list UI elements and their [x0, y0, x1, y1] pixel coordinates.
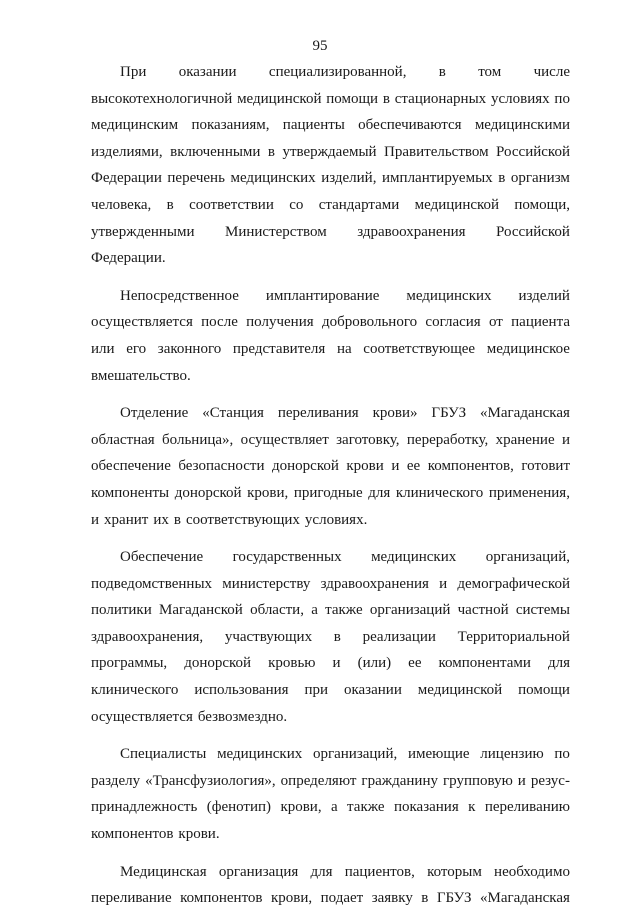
word: государственных [232, 549, 342, 566]
word: организаций, [312, 746, 398, 763]
word: осуществляет [240, 431, 329, 448]
word: Непосредственное [120, 287, 239, 304]
word: медицинской [414, 196, 500, 213]
word: согласия [425, 314, 481, 331]
word: помощи [326, 90, 379, 107]
word: донорской [184, 655, 252, 672]
word: крови, [280, 799, 322, 816]
word: высокотехнологичной [91, 90, 233, 107]
word: Федерации [91, 170, 162, 187]
word: включенными [170, 143, 261, 160]
text-line [91, 885, 570, 912]
word: а [311, 602, 318, 619]
paragraph [91, 741, 570, 847]
text-line [91, 624, 570, 651]
word: пациента [511, 314, 570, 331]
word: Территориальной [457, 628, 570, 645]
word: осуществляется [91, 708, 193, 725]
word: Российской [496, 143, 570, 160]
word: обеспечение [91, 458, 171, 475]
text-line [91, 427, 570, 454]
word: Отделение [120, 405, 189, 422]
word: стандартами [318, 196, 400, 213]
word: групповую [442, 772, 513, 789]
word: в [166, 196, 174, 213]
word: на [336, 340, 352, 357]
word: компоненты [91, 484, 170, 501]
word: условиях [490, 90, 550, 107]
word: соответствии [189, 196, 274, 213]
word: использования [194, 682, 289, 699]
word: медицинских [371, 549, 457, 566]
word: медицинских [217, 746, 303, 763]
word: крови. [178, 826, 220, 843]
word: Федерации. [91, 250, 166, 267]
paragraph [91, 400, 570, 533]
word: компонентов, [427, 458, 514, 475]
paragraph [91, 544, 570, 730]
word: переработку, [406, 431, 489, 448]
word: утвержденными [91, 223, 195, 240]
word: в [421, 890, 429, 907]
word: области, [250, 602, 304, 619]
text-line [91, 821, 570, 848]
text-line [91, 597, 570, 624]
text-line [91, 480, 570, 507]
word: хранение [495, 431, 555, 448]
word: здравоохранения [357, 223, 466, 240]
word: здравоохранения [320, 575, 429, 592]
word: крови [346, 458, 384, 475]
word: числе [533, 64, 570, 80]
word: помощи [518, 682, 570, 699]
word: ее [408, 655, 422, 672]
word: медицинских [230, 170, 316, 187]
word: организация [218, 863, 299, 880]
word: помощи, [514, 196, 570, 213]
word: ее [406, 458, 421, 475]
text-line [91, 544, 570, 571]
word: в [267, 143, 276, 160]
word: Правительством [384, 143, 489, 160]
word: клинического [395, 484, 484, 501]
word: необходимо [494, 863, 570, 880]
word: медицинской [237, 90, 322, 107]
word: также [325, 602, 363, 619]
word: безвозмездно. [197, 708, 288, 725]
word: ГБУЗ [431, 405, 467, 422]
word: «Трансфузиология», [145, 772, 276, 789]
word: (фенотип) [206, 799, 272, 816]
word: подведомственных [91, 575, 213, 592]
word: крови» [372, 405, 418, 422]
word: для [547, 655, 570, 672]
word: больница», [162, 431, 234, 448]
word: организм [510, 170, 570, 187]
word: крови, [270, 890, 313, 907]
word: оказании [343, 682, 402, 699]
word: специализированной, [268, 64, 407, 80]
word: медицинских [406, 287, 492, 304]
word: участвующих [224, 628, 313, 645]
word: имплантирование [265, 287, 380, 304]
text-line [91, 704, 570, 731]
word: показаниям, [191, 117, 270, 134]
word: их [153, 511, 169, 528]
word: министерству [222, 575, 311, 592]
word: изделий, [321, 170, 377, 187]
word: подает [320, 890, 364, 907]
word: по [554, 90, 570, 107]
word: системы [515, 602, 570, 619]
text-line [91, 165, 570, 192]
word: переливания [277, 405, 359, 422]
text-line [91, 363, 570, 390]
word: после [201, 314, 238, 331]
word: компонентов [180, 890, 263, 907]
word: резус- [530, 772, 570, 789]
word: донорской [174, 484, 242, 501]
paragraph [91, 859, 570, 912]
word: утверждаемый [282, 143, 377, 160]
word: и [91, 511, 100, 528]
word: «Магаданская [480, 405, 570, 422]
word: которым [427, 863, 482, 880]
word: пациенты [282, 117, 345, 134]
word: «Магаданская [480, 890, 570, 907]
word: частной [457, 602, 509, 619]
word: хранит [104, 511, 149, 528]
word: при [304, 682, 329, 699]
text-line [91, 400, 570, 427]
text-line [91, 571, 570, 598]
word: заготовку, [336, 431, 400, 448]
word: его [126, 340, 147, 357]
word: переливанию [484, 799, 570, 816]
word: соответствующее [363, 340, 476, 357]
word: по [554, 746, 570, 763]
text-line [91, 859, 570, 886]
text-line [91, 219, 570, 246]
word: в [173, 511, 181, 528]
word: пригодные [293, 484, 363, 501]
word: от [489, 314, 503, 331]
word: переливание [91, 890, 172, 907]
word: При [120, 64, 147, 80]
word: обеспечиваются [358, 117, 462, 134]
word: и [517, 772, 526, 789]
word: клинического [91, 682, 179, 699]
text-line [91, 336, 570, 363]
text-line [91, 768, 570, 795]
word: Министерством [225, 223, 327, 240]
word: компонентов [91, 826, 174, 843]
word: соответствующих [185, 511, 300, 528]
word: медицинское [486, 340, 570, 357]
word: крови, [247, 484, 289, 501]
text-line [91, 309, 570, 336]
word: донорской [272, 458, 339, 475]
text-line [91, 283, 570, 310]
text-line [91, 86, 570, 113]
word: или [91, 340, 115, 357]
word: изделий [518, 287, 570, 304]
text-line [91, 192, 570, 219]
word: кровью [268, 655, 316, 672]
word: и [439, 575, 448, 592]
text-line [91, 453, 570, 480]
word: пациентов, [344, 863, 415, 880]
word: добровольного [321, 314, 418, 331]
word: представителя [232, 340, 326, 357]
word: а [330, 799, 338, 816]
word: осуществляется [91, 314, 193, 331]
word: готовит [521, 458, 570, 475]
word: также [347, 799, 385, 816]
word: Обеспечение [120, 549, 204, 566]
word: для [310, 863, 333, 880]
word: со [289, 196, 304, 213]
word: в [438, 64, 446, 80]
word: перечень [167, 170, 225, 187]
word: заявку [371, 890, 413, 907]
word: определяют [280, 772, 357, 789]
page-number: 95 [312, 38, 328, 54]
word: получения [246, 314, 314, 331]
word: лицензию [480, 746, 544, 763]
word: и [561, 431, 570, 448]
word: реализации [362, 628, 436, 645]
word: для [368, 484, 391, 501]
word: в [333, 628, 341, 645]
word: безопасности [178, 458, 265, 475]
word: здравоохранения, [91, 628, 204, 645]
word: условиях. [304, 511, 368, 528]
word: изделиями, [91, 143, 163, 160]
word: политики [91, 602, 152, 619]
text-line [91, 741, 570, 768]
word: медицинской [417, 682, 503, 699]
word: гражданину [361, 772, 438, 789]
text-line [91, 59, 570, 86]
word: к [468, 799, 476, 816]
word: имплантируемых [382, 170, 493, 187]
word: организаций [369, 602, 451, 619]
word: имеющие [407, 746, 470, 763]
word: Магаданской [158, 602, 243, 619]
word: стационарных [394, 90, 487, 107]
text-line [91, 507, 570, 534]
text-line [91, 245, 570, 272]
word: в [382, 90, 390, 107]
word: «Станция [202, 405, 264, 422]
word: областная [91, 431, 155, 448]
word: том [478, 64, 502, 80]
text-line [91, 677, 570, 704]
word: организаций, [485, 549, 570, 566]
word: демографической [457, 575, 570, 592]
word: принадлежность [91, 799, 198, 816]
word: человека, [91, 196, 152, 213]
word: оказании [178, 64, 237, 80]
word: разделу [91, 772, 141, 789]
word: медицинскими [474, 117, 570, 134]
word: ГБУЗ [436, 890, 472, 907]
word: применения, [488, 484, 570, 501]
word: показания [393, 799, 459, 816]
word: программы, [91, 655, 168, 672]
word: Медицинская [120, 863, 207, 880]
word: в [498, 170, 506, 187]
paragraph [91, 59, 570, 272]
document-body [91, 59, 570, 923]
paragraph [91, 283, 570, 389]
word: Российской [496, 223, 570, 240]
word: Специалисты [120, 746, 207, 763]
word: (или) [357, 655, 392, 672]
word: законного [157, 340, 222, 357]
word: медицинским [91, 117, 179, 134]
word: и [332, 655, 341, 672]
text-line [91, 650, 570, 677]
word: и [391, 458, 400, 475]
text-line [91, 139, 570, 166]
word: вмешательство. [91, 367, 191, 384]
text-line [91, 112, 570, 139]
word: компонентами [438, 655, 531, 672]
text-line [91, 794, 570, 821]
